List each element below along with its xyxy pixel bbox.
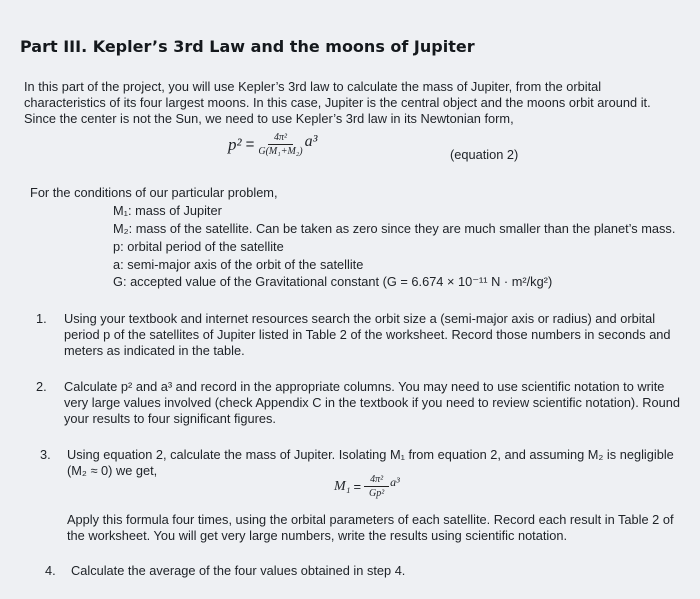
step-3-after-line-2: the worksheet. You will get very large numbers, write the results using scientific notation. (67, 528, 568, 543)
formula-equals: = (353, 479, 362, 494)
step-1-number: 1. (36, 311, 47, 326)
definition-p: p: orbital period of the satellite (113, 239, 284, 254)
eq2-denominator: G(M₁+M₂) (258, 146, 303, 157)
equation-2-label: (equation 2) (450, 147, 519, 162)
step-3-line-1: Using equation 2, calculate the mass of Jupiter. Isolating M₁ from equation 2, and assuming M₂ is negligible (67, 447, 674, 462)
eq2-numerator: 4π² (268, 132, 293, 145)
section-title: Part III. Kepler’s 3rd Law and the moons of Jupiter (20, 37, 475, 56)
step-1-line-2: period p of the satellites of Jupiter listed in Table 2 of the worksheet. Record those numbers in seconds and (64, 327, 671, 342)
definition-g: G: accepted value of the Gravitational constant (G = 6.674 × 10⁻¹¹ N · m²/kg²) (113, 274, 553, 289)
intro-line-2: characteristics of its four largest moons. In this case, Jupiter is the central object and the moons orbit around it. (24, 95, 651, 110)
step-4-line-1: Calculate the average of the four values obtained in step 4. (71, 563, 406, 578)
eq2-equals: = (245, 136, 255, 153)
formula-rhs: a³ (390, 475, 400, 489)
eq2-lhs: p² (228, 134, 242, 154)
step-4-number: 4. (45, 563, 56, 578)
formula-numerator: 4π² (364, 474, 389, 487)
step-2-number: 2. (36, 379, 47, 394)
step-1-line-1: Using your textbook and internet resources search the orbit size a (semi-major axis or radius) and orbital (64, 311, 656, 326)
step-2-line-3: your results to four significant figures. (64, 411, 276, 426)
eq2-rhs: a³ (304, 132, 318, 150)
formula-fraction (364, 474, 389, 499)
step-3-line-2: (M₂ ≈ 0) we get, (67, 463, 158, 478)
intro-line-1: In this part of the project, you will use Kepler’s 3rd law to calculate the mass of Jupiter, from the orbital (24, 79, 602, 94)
step-2-line-2: very large values involved (check Appendix C in the textbook if you need to review scientific notation). Round (64, 395, 681, 410)
definition-m1: M₁: mass of Jupiter (113, 203, 222, 218)
intro-line-3: Since the center is not the Sun, we need to use Kepler’s 3rd law in its Newtonian form, (24, 111, 514, 126)
conditions-intro: For the conditions of our particular problem, (30, 185, 278, 200)
equation-2 (228, 132, 317, 157)
definition-a: a: semi-major axis of the orbit of the satellite (113, 257, 364, 272)
mass-formula (334, 474, 400, 499)
definition-m2: M₂: mass of the satellite. Can be taken as zero since they are much smaller than the planet’s mass. (113, 221, 676, 236)
step-3-after-line-1: Apply this formula four times, using the orbital parameters of each satellite. Record each result in Table 2 of (67, 512, 674, 527)
eq2-fraction (258, 132, 302, 157)
step-1-line-3: meters as indicated in the table. (64, 343, 245, 358)
step-2-line-1: Calculate p² and a³ and record in the appropriate columns. You may need to use scientific notation to write (64, 379, 665, 394)
formula-denominator: Gp² (369, 488, 385, 499)
step-3-number: 3. (40, 447, 51, 462)
formula-lhs: M₁ (334, 478, 351, 494)
